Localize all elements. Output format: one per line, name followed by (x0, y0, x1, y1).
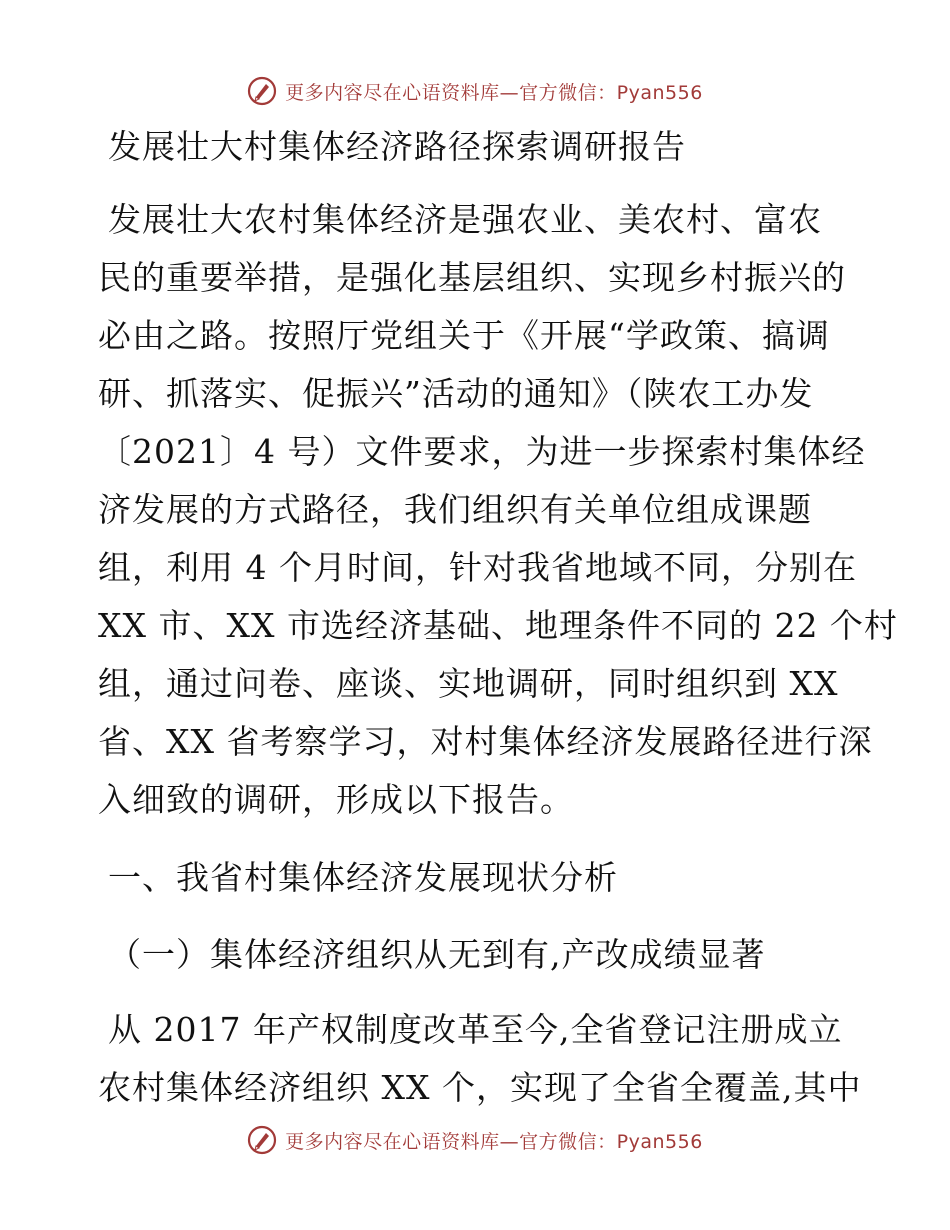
paragraph-line: 入细致的调研，形成以下报告。 (98, 780, 574, 819)
watermark-text: 更多内容尽在心语资料库—官方微信：Pyan556 (285, 81, 703, 104)
document-title: 发展壮大村集体经济路径探索调研报告 (108, 127, 686, 166)
paragraph-line: 必由之路。按照厅党组关于《开展“学政策、搞调 (98, 316, 830, 355)
paragraph-line: 〔2021〕4 号）文件要求，为进一步探索村集体经 (98, 432, 866, 471)
paragraph-line: 从 2017 年产权制度改革至今,全省登记注册成立 (108, 1010, 843, 1049)
pen-logo-icon (247, 1125, 277, 1155)
paragraph-line: 发展壮大农村集体经济是强农业、美农村、富农 (108, 200, 822, 239)
watermark-banner-bottom (0, 1120, 950, 1160)
watermark-banner-top (0, 71, 950, 111)
paragraph-line: 农村集体经济组织 XX 个，实现了全省全覆盖,其中 (98, 1068, 862, 1107)
subsection-heading: （一）集体经济组织从无到有,产改成绩显著 (108, 935, 766, 974)
paragraph-line: 民的重要举措，是强化基层组织、实现乡村振兴的 (98, 258, 846, 297)
paragraph-line: 研、抓落实、促振兴”活动的通知》（陕农工办发 (98, 374, 814, 413)
paragraph-line: 组，利用 4 个月时间，针对我省地域不同，分别在 (98, 548, 857, 587)
pen-logo-icon (247, 76, 277, 106)
section-heading: 一、我省村集体经济发展现状分析 (108, 858, 618, 897)
paragraph-line: 组，通过问卷、座谈、实地调研，同时组织到 XX (98, 664, 839, 703)
watermark-text: 更多内容尽在心语资料库—官方微信：Pyan556 (285, 1130, 703, 1153)
paragraph-line: 济发展的方式路径，我们组织有关单位组成课题 (98, 490, 812, 529)
paragraph-line: XX 市、XX 市选经济基础、地理条件不同的 22 个村 (98, 606, 898, 645)
paragraph-line: 省、XX 省考察学习，对村集体经济发展路径进行深 (98, 722, 873, 761)
